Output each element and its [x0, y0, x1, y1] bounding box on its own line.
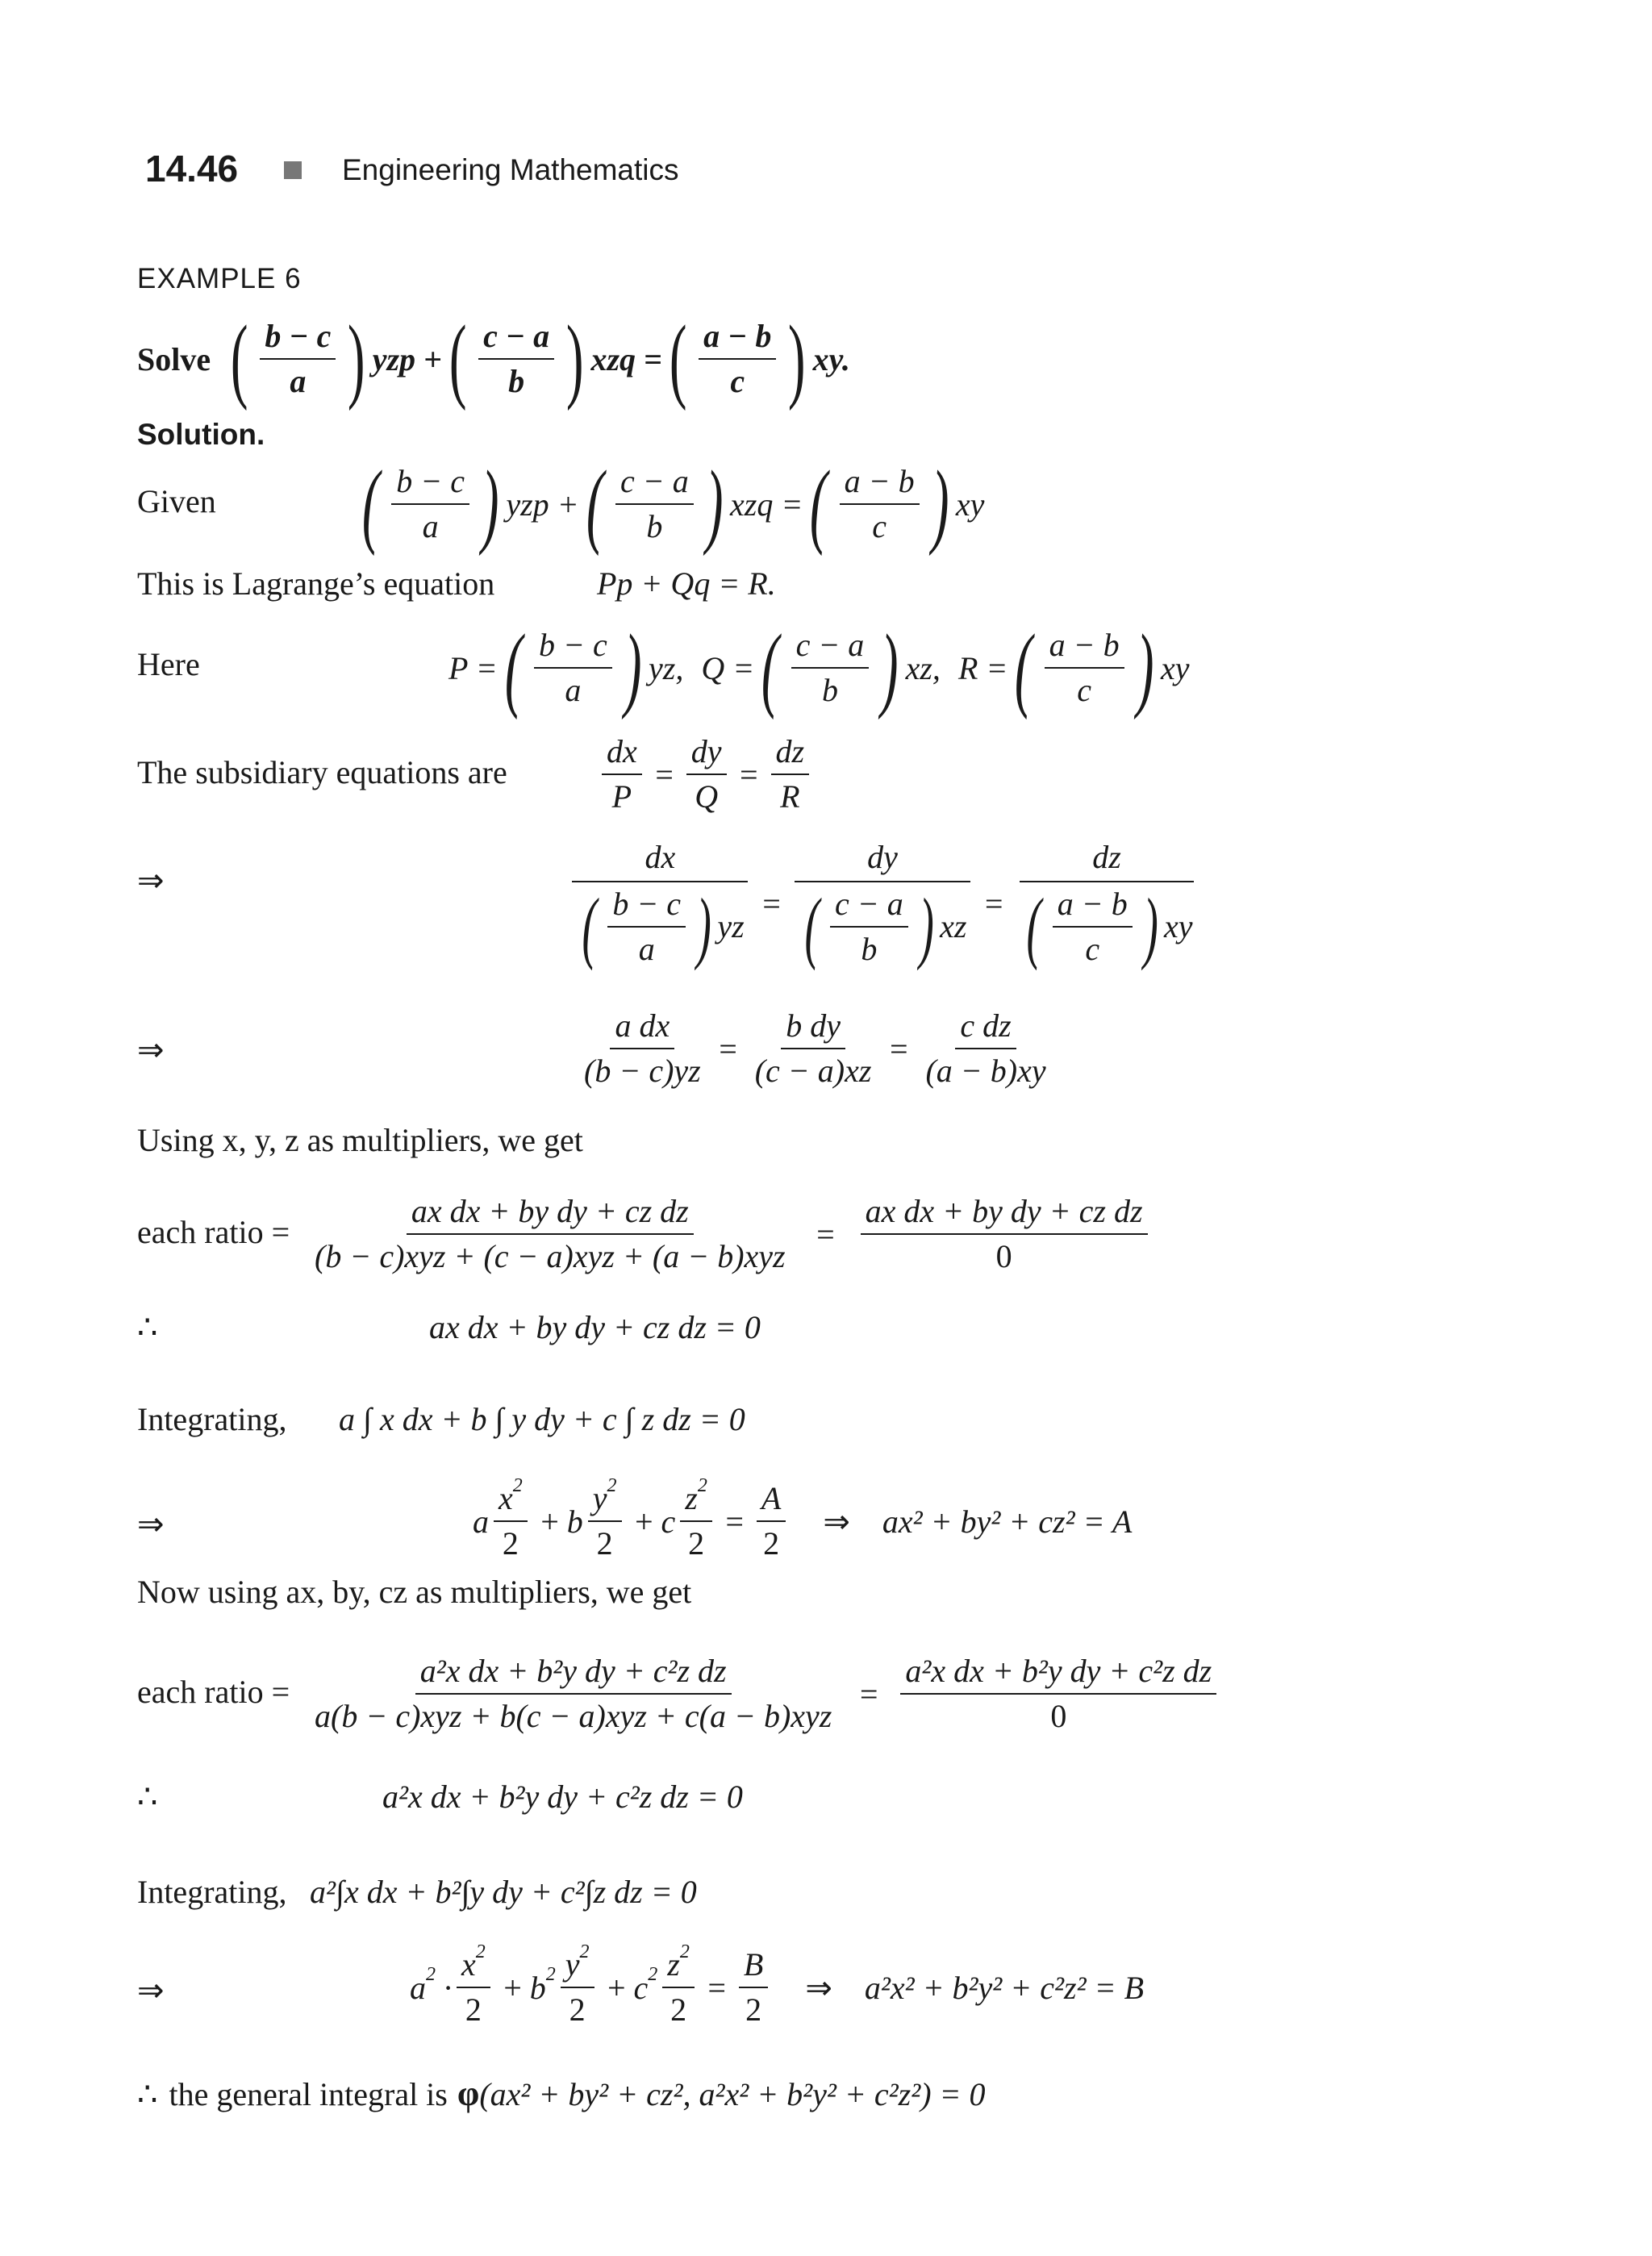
frac-den: (c − a)xz [754, 1053, 872, 1089]
implies-symbol: ⇒ [137, 862, 165, 899]
frac-num: ax dx + by dy + cz dz [861, 1193, 1148, 1235]
phi-symbol: φ [457, 2074, 480, 2113]
frac-num: dz [771, 733, 810, 775]
general-integral-text: the general integral is [169, 2076, 448, 2112]
term-xz: xz, [905, 649, 941, 686]
integral-2: a²∫x dx + b²∫y dy + c²∫z dz = 0 [310, 1874, 697, 1910]
term-xzq: xzq = [730, 486, 803, 523]
coef-c: c [633, 1969, 649, 2006]
therefore-symbol: ∴ [137, 2076, 158, 2112]
frac-den: (b − c)xyz + (c − a)xyz + (a − b)xyz [315, 1238, 786, 1274]
subsidiary-text: The subsidiary equations are [137, 754, 507, 790]
frac-den: 2 [670, 1991, 687, 2028]
equation-2: a²x dx + b²y dy + c²z dz = 0 [382, 1779, 743, 1815]
lagrange-form: Pp + Qq = R. [597, 565, 776, 602]
frac-num: z [667, 1946, 680, 1983]
coef-b: b [566, 1503, 583, 1540]
frac-num: a − b [699, 318, 776, 360]
term-xy: xy [1164, 908, 1193, 945]
frac-num: x [499, 1480, 513, 1516]
P-eq: P = [448, 649, 498, 686]
page-number: 14.46 [145, 148, 239, 190]
now-using-text: Now using ax, by, cz as multipliers, we get [137, 1574, 692, 1610]
frac-num: z [685, 1480, 698, 1516]
equation-1: ax dx + by dy + cz dz = 0 [429, 1309, 761, 1345]
term-yz: yz [717, 908, 745, 945]
frac-num: a − b [1053, 886, 1133, 928]
problem-statement: Solve ( $\frac{b - c}{a}$ ) yzp + ( $\frac{c - a}{b}$ ) xzq = ( $\frac{a - b}{c}$ ) xy. [137, 306, 850, 411]
therefore-symbol: ∴ [137, 1779, 158, 1815]
given-label: Given [137, 483, 216, 519]
frac-num: c dz [955, 1007, 1016, 1049]
frac-num: dy [686, 733, 727, 775]
frac-den: (a − b)xy [925, 1053, 1046, 1089]
frac-den: c [872, 508, 886, 544]
frac-num: b − c [260, 318, 336, 360]
frac-den: Q [695, 778, 719, 815]
frac-den: 0 [995, 1238, 1012, 1274]
frac-num: dx [572, 839, 748, 882]
frac-den: 2 [502, 1525, 519, 1562]
frac-num: B [739, 1946, 768, 1988]
frac-num: a dx [610, 1007, 674, 1049]
frac-num: b − c [391, 463, 469, 505]
frac-den: 2 [763, 1525, 780, 1562]
book-title: Engineering Mathematics [342, 153, 679, 186]
half-squares-equation: a $\frac{x^2}{2}$ + b $\frac{y^2}{2}$ + c $\frac{z^2}{2}$ = $\frac{A}{2}$ ⇒ ax² + by² + cz² = A [473, 1475, 1133, 1562]
compound-ratios: dx ( $\frac{b - c}{a}$ ) yz = dy ( $\frac{c - a}{b}$ ) xz = dz ( $\frac{a - b}{c}$ ) xy [566, 831, 1203, 976]
frac-den: R [780, 778, 800, 815]
squared-coef-equation: $a^2$ · $\frac{x^2}{2}$ + $b^2$ $\frac{y^2}{2}$ + $c^2$ $\frac{z^2}{2}$ = $\frac{B}{2}$ ⇒ a²x² + b²y² + c²z² = B [410, 1941, 1145, 2028]
term-yzp: yzp + [506, 486, 579, 523]
frac-den: (b − c)yz [584, 1053, 701, 1089]
term-xzq: xzq = [590, 340, 662, 377]
frac-num: dy [795, 839, 970, 882]
header-square-icon [284, 161, 302, 179]
each-ratio-2: $\frac{\text{a²x dx + b²y dy + c²z dz}}{\text{a(b − c)xyz + b(c − a)xyz + c(a − b)xyz}}$ = $\frac{\text{a²x dx + b²y dy + c²z dz}}{0}$ [305, 1645, 1221, 1742]
Q-eq: Q = [701, 649, 755, 686]
implies-symbol: ⇒ [137, 1972, 165, 2008]
coef-b: b [529, 1969, 546, 2006]
frac-num: c − a [791, 627, 870, 669]
frac-den: b [861, 931, 878, 967]
frac-den: a(b − c)xyz + b(c − a)xyz + c(a − b)xyz [315, 1698, 832, 1734]
frac-den: 2 [569, 1991, 586, 2028]
pqr-definitions: P = ( $\frac{b - c}{a}$ ) yz, Q = ( $\frac{c - a}{b}$ ) xz, R = ( $\frac{a - b}{c}$ ) xy [448, 615, 1190, 720]
integral-1: a ∫ x dx + b ∫ y dy + c ∫ z dz = 0 [339, 1401, 745, 1437]
term-yz: yz, [649, 649, 684, 686]
general-expression: (ax² + by² + cz², a²x² + b²y² + c²z²) = 0 [479, 2076, 986, 2112]
each-ratio-1: $\frac{\text{ax dx + by dy + cz dz}}{\text{(b − c)xyz + (c − a)xyz + (a − b)xyz}}$ = $\frac{\text{ax dx + by dy + cz dz}}{0}$ [305, 1186, 1153, 1282]
frac-den: 2 [596, 1525, 613, 1562]
general-integral [137, 2073, 986, 2114]
frac-num: a − b [1045, 627, 1124, 669]
frac-den: a [422, 508, 439, 544]
frac-den: a [565, 672, 582, 708]
frac-num: b dy [781, 1007, 845, 1049]
frac-den: b [508, 363, 525, 399]
therefore-symbol: ∴ [137, 1309, 158, 1345]
each-ratio-label: each ratio = [137, 1214, 290, 1250]
here-label: Here [137, 646, 200, 682]
frac-den: c [730, 363, 745, 399]
frac-den: P [611, 778, 632, 815]
simplified-ratios: $\frac{\text{a dx}}{(b - c)yz}$ = $\frac{\text{b dy}}{(c - a)xz}$ = $\frac{\text{c dz}}{(a - b)xy}$ [574, 1000, 1056, 1097]
lagrange-text: This is Lagrange’s equation [137, 565, 495, 602]
frac-num: a²x dx + b²y dy + c²z dz [900, 1653, 1216, 1695]
example-label: EXAMPLE 6 [137, 263, 302, 294]
term-yzp: yzp + [372, 340, 442, 377]
integrating-label: Integrating, [137, 1874, 287, 1910]
given-equation: ( $\frac{b - c}{a}$ ) yzp + ( $\frac{c - a}{b}$ ) xzq = ( $\frac{a - b}{c}$ ) xy [361, 451, 985, 557]
term-xy: xy [955, 486, 985, 523]
subsidiary-equations: $\frac{dx}{P}$ = $\frac{dy}{Q}$ = $\frac{dz}{R}$ [597, 726, 814, 823]
frac-num: a − b [840, 463, 920, 505]
integrating-label: Integrating, [137, 1401, 287, 1437]
using-xyz-text: Using x, y, z as multipliers, we get [137, 1122, 583, 1158]
frac-num: dx [602, 733, 642, 775]
frac-num: c − a [830, 886, 908, 928]
implies-symbol: ⇒ [137, 1032, 165, 1068]
frac-den: 2 [688, 1525, 705, 1562]
frac-den: 2 [745, 1991, 762, 2028]
frac-den: b [821, 672, 838, 708]
frac-den: a [638, 931, 655, 967]
each-ratio-label: each ratio = [137, 1674, 290, 1710]
frac-num: ax dx + by dy + cz dz [407, 1193, 694, 1235]
implies-symbol: ⇒ [805, 1969, 832, 2006]
frac-num: b − c [607, 886, 686, 928]
frac-den: c [1077, 672, 1092, 708]
frac-num: c − a [615, 463, 694, 505]
result-1: ax² + by² + cz² = A [882, 1503, 1133, 1540]
frac-den: a [290, 363, 307, 399]
frac-num: y [592, 1480, 607, 1516]
frac-num: b − c [534, 627, 612, 669]
coef-a: a [473, 1503, 489, 1540]
term-xz: xz [940, 908, 967, 945]
frac-num: c − a [478, 318, 554, 360]
frac-den: c [1085, 931, 1100, 967]
result-2: a²x² + b²y² + c²z² = B [864, 1969, 1145, 2006]
term-xy: xy [1160, 649, 1190, 686]
solution-label: Solution. [137, 418, 265, 451]
frac-den: b [646, 508, 663, 544]
R-eq: R = [957, 649, 1008, 686]
frac-num: A [757, 1480, 786, 1522]
term-xy: xy. [812, 340, 850, 377]
implies-symbol: ⇒ [823, 1503, 850, 1540]
coef-c: c [661, 1503, 676, 1540]
frac-den: 2 [465, 1991, 482, 2028]
implies-symbol: ⇒ [137, 1506, 165, 1542]
frac-den: 0 [1050, 1698, 1067, 1734]
frac-num: x [461, 1946, 476, 1983]
frac-num: dz [1020, 839, 1194, 882]
solve-word: Solve [137, 340, 211, 377]
frac-num: y [565, 1946, 580, 1983]
frac-num: a²x dx + b²y dy + c²z dz [415, 1653, 732, 1695]
coef-a: a [410, 1969, 426, 2006]
